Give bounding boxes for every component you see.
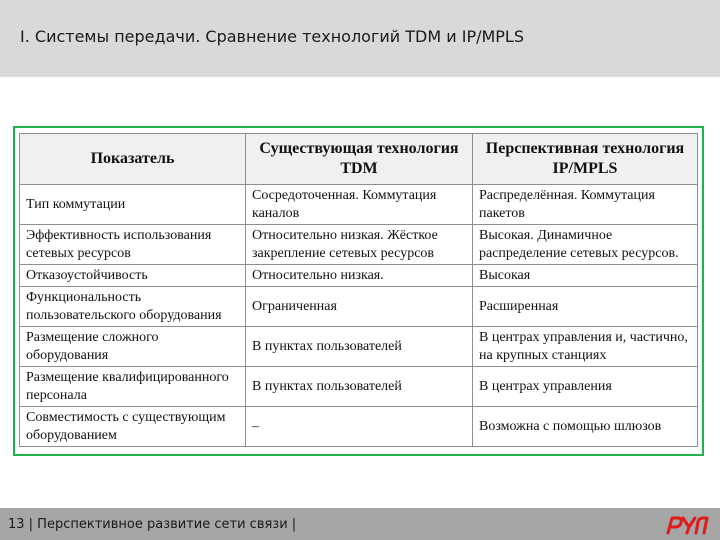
comparison-table [19,133,698,447]
row-tdm-value: В пунктах пользователей [246,327,473,367]
column-header-ipmpls: Перспективная технология IP/MPLS [473,134,698,185]
row-ipmpls-value: В центрах управления [473,367,698,407]
row-ipmpls-value: Расширенная [473,287,698,327]
footer-text: 13 | Перспективное развитие сети связи | [8,517,297,532]
row-indicator: Функциональность пользовательского оборудования [20,287,246,327]
row-ipmpls-value: Возможна с помощью шлюзов [473,407,698,447]
row-indicator: Совместимость с существующим оборудованием [20,407,246,447]
row-tdm-value: В пунктах пользователей [246,367,473,407]
row-ipmpls-value: Распределённая. Коммутация пакетов [473,185,698,225]
table-row [20,185,698,225]
row-ipmpls-value: В центрах управления и, частично, на крупных станциях [473,327,698,367]
row-tdm-value: Сосредоточенная. Коммутация каналов [246,185,473,225]
row-indicator: Отказоустойчивость [20,265,246,287]
table-row [20,407,698,447]
slide-footer [0,508,720,540]
column-header-tdm: Существующая технология TDM [246,134,473,185]
table-row [20,287,698,327]
table-header-row [20,134,698,185]
row-indicator: Эффективность использования сетевых ресурсов [20,225,246,265]
row-indicator: Тип коммутации [20,185,246,225]
row-indicator: Размещение квалифицированного персонала [20,367,246,407]
slide-title: I. Системы передачи. Сравнение технологий TDM и IP/MPLS [20,27,524,46]
slide-header [0,0,720,77]
row-ipmpls-value: Высокая [473,265,698,287]
row-tdm-value: Относительно низкая. Жёсткое закрепление сетевых ресурсов [246,225,473,265]
column-header-indicator: Показатель [20,134,246,185]
rzd-logo-icon [664,512,710,536]
row-tdm-value: Относительно низкая. [246,265,473,287]
table-row [20,265,698,287]
table-row [20,225,698,265]
row-tdm-value: – [246,407,473,447]
table-row [20,327,698,367]
table-row [20,367,698,407]
row-ipmpls-value: Высокая. Динамичное распределение сетевых ресурсов. [473,225,698,265]
row-tdm-value: Ограниченная [246,287,473,327]
row-indicator: Размещение сложного оборудования [20,327,246,367]
